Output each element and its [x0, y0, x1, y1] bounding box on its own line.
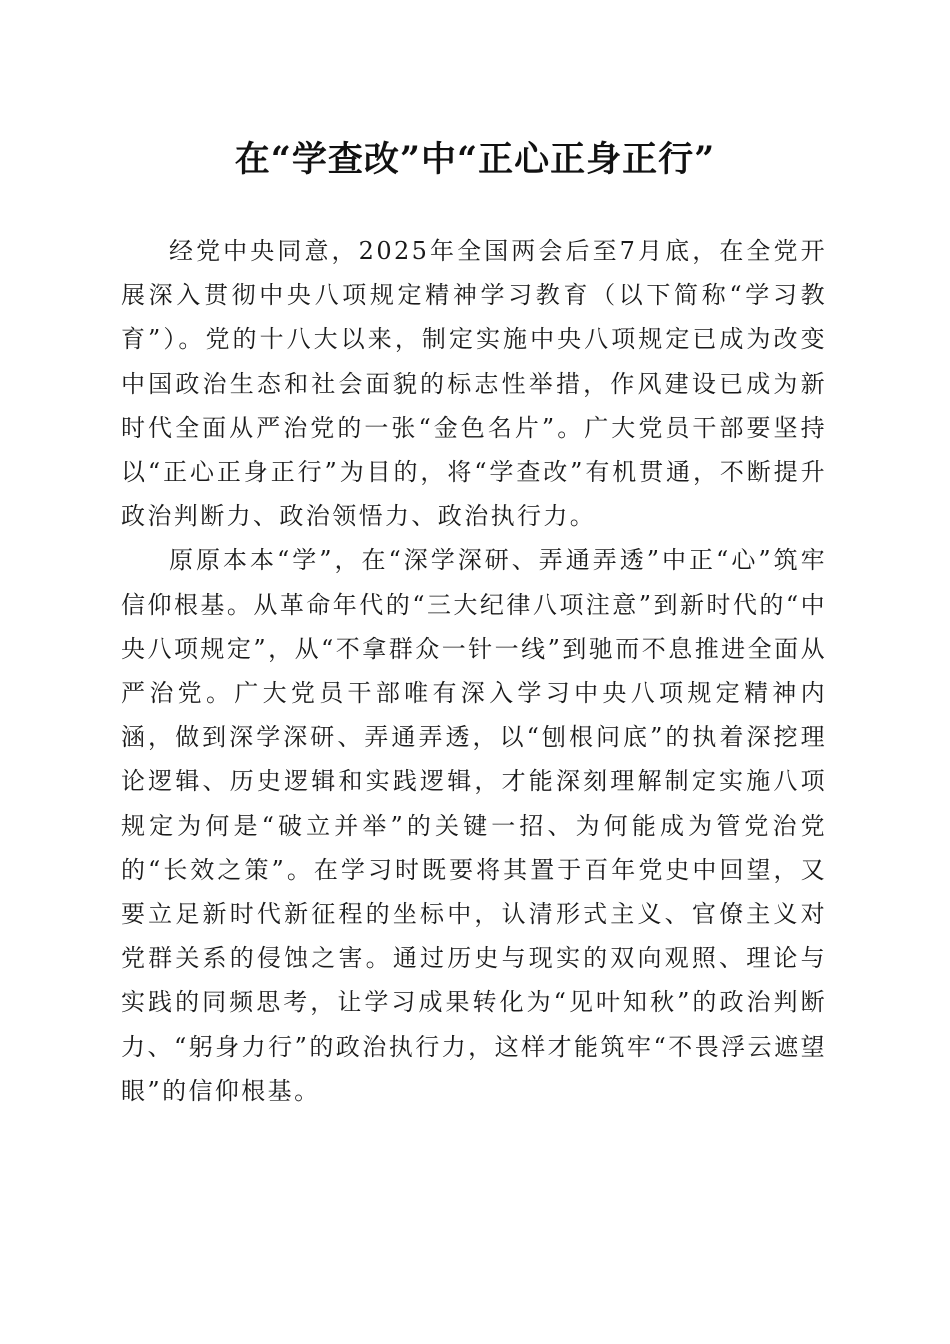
paragraph-study: 原原本本“学”，在“深学深研、弄通弄透”中正“心”筑牢信仰根基。从革命年代的“三大纪律八项注意”到新时代的“中央八项规定”，从“不拿群众一针一线”到驰而不息推进全面从严治党。广大党员干部唯有深入学习中央八项规定精神内涵，做到深学深研、弄通弄透，以“刨根问底”的执着深挖理论逻辑、历史逻辑和实践逻辑，才能深刻理解制定实施八项规定为何是“破立并举”的关键一招、为何能成为管党治党的“长效之策”。在学习时既要将其置于百年党史中回望，又要立足新时代新征程的坐标中，认清形式主义、官僚主义对党群关系的侵蚀之害。通过历史与现实的双向观照、理论与实践的同频思考，让学习成果转化为“见叶知秋”的政治判断力、“躬身力行”的政治执行力，这样才能筑牢“不畏浮云遮望眼”的信仰根基。 [121, 546, 827, 1105]
paragraph-intro: 经党中央同意，2025年全国两会后至7月底，在全党开展深入贯彻中央八项规定精神学习教育（以下简称“学习教育”）。党的十八大以来，制定实施中央八项规定已成为改变中国政治生态和社会面貌的标志性举措，作风建设已成为新时代全面从严治党的一张“金色名片”。广大党员干部要坚持以“正心正身正行”为目的，将“学查改”有机贯通，不断提升政治判断力、政治领悟力、政治执行力。 [121, 237, 827, 531]
document-title: 在“学查改”中“正心正身正行” [234, 139, 716, 180]
document-body [121, 229, 827, 1113]
